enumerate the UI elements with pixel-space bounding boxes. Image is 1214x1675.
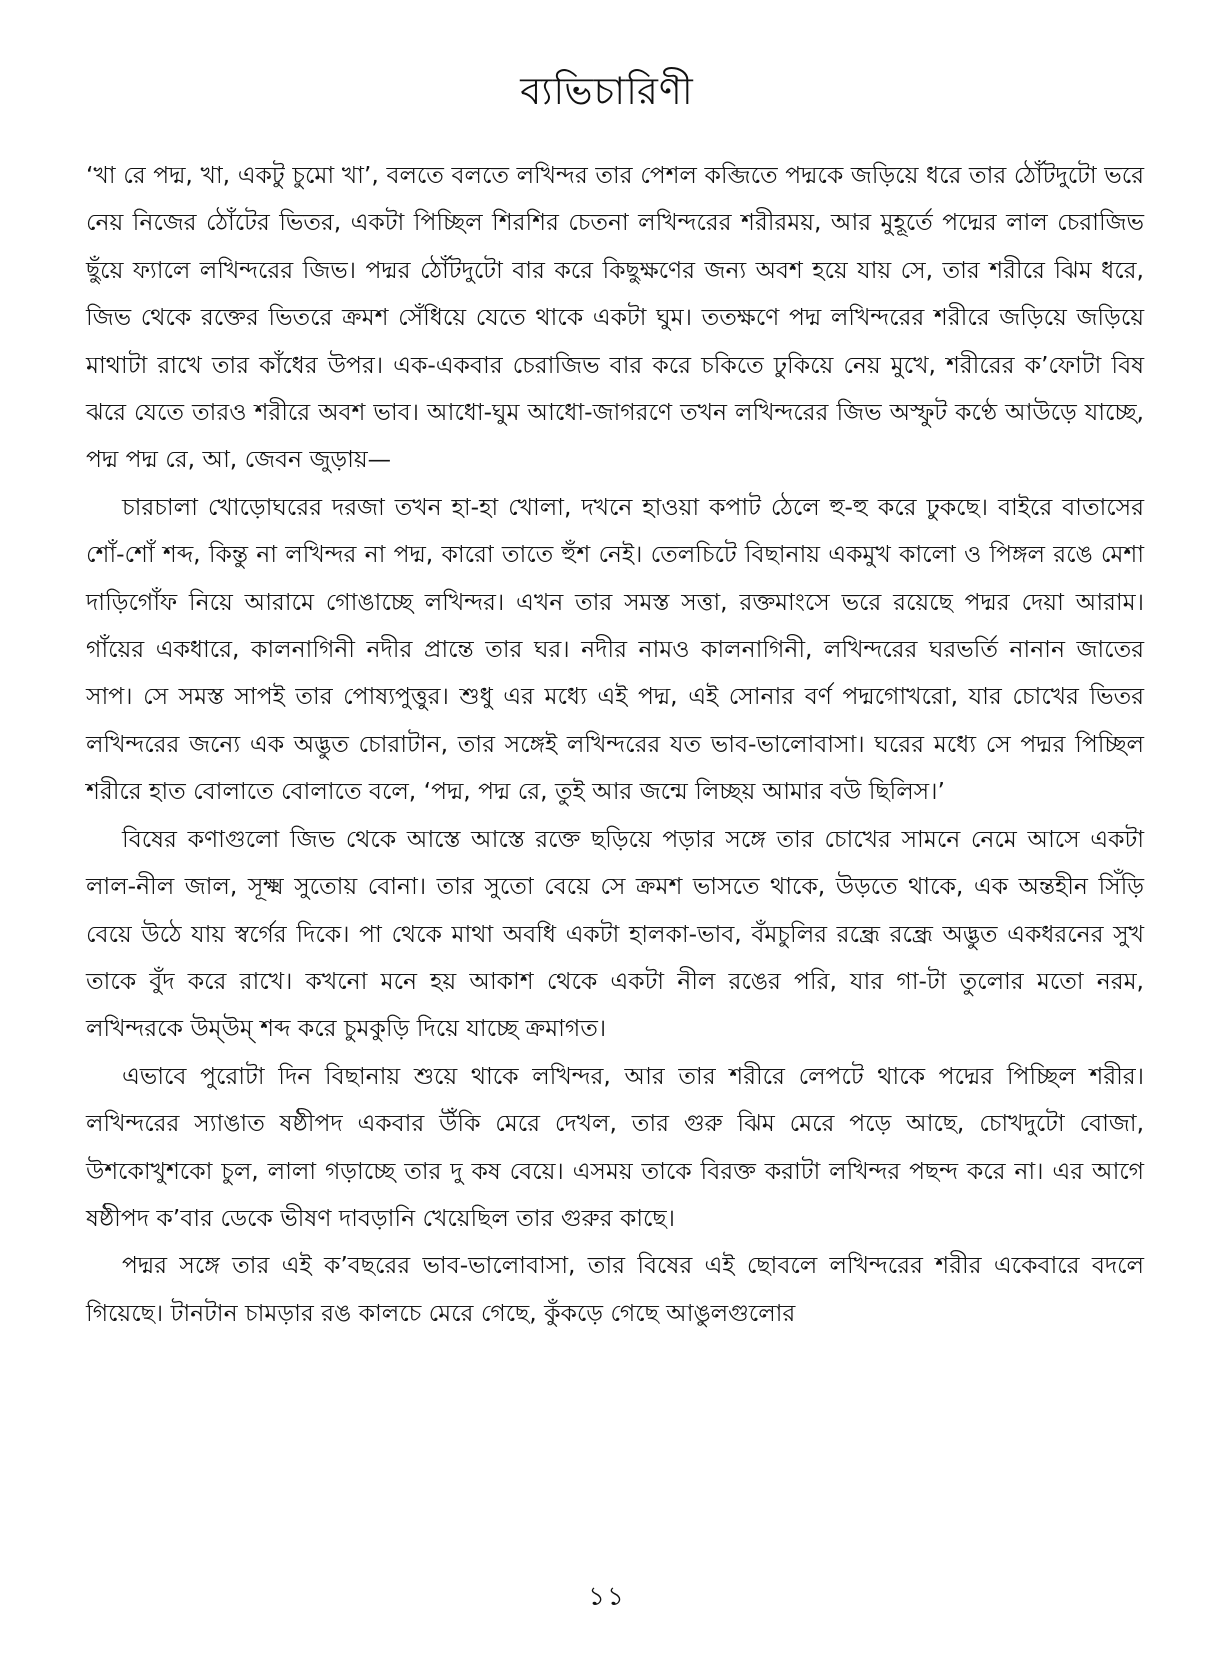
paragraph: বিষের কণাগুলো জিভ থেকে আস্তে আস্তে রক্তে ছড়িয়ে পড়ার সঙ্গে তার চোখের সামনে নেমে আসে একটা লাল-নীল জাল, সূক্ষ্ম সুতোয় বোনা। তার সুতো বেয়ে সে ক্রমশ ভাসতে থাকে, উড়তে থাকে, এক অন্তহীন সিঁড়ি বেয়ে উঠে যায় স্বর্গের দিকে। পা থেকে মাথা অবধি একটা হালকা-ভাব, বঁমচুলির রন্ধ্রে রন্ধ্রে অদ্ভুত একধরনের সুখ তাকে বুঁদ করে রাখে। কখনো মনে হয় আকাশ থেকে একটা নীল রঙের পরি, যার গা-টা তুলোর মতো নরম, লখিন্দরকে উম্‌উম্‌ শব্দ করে চুমকুড়ি দিয়ে যাচ্ছে ক্রমাগত। bbox=[86, 824, 1144, 1043]
paragraph: ‘খা রে পদ্ম, খা, একটু চুমো খা’, বলতে বলতে লখিন্দর তার পেশল কব্জিতে পদ্মকে জড়িয়ে ধরে তার ঠোঁটদুটো ভরে নেয় নিজের ঠোঁটের ভিতর, একটা পিচ্ছিল শিরশির চেতনা লখিন্দরের শরীরময়, আর মুহূর্তে পদ্মের লাল চেরাজিভ ছুঁয়ে ফ্যালে লখিন্দরের জিভ। পদ্মর ঠোঁটদুটো বার করে কিছুক্ষণের জন্য অবশ হয়ে যায় সে, তার শরীরে ঝিম ধরে, জিভ থেকে রক্তের ভিতরে ক্রমশ সেঁধিয়ে যেতে থাকে একটা ঘুম। ততক্ষণে পদ্ম লখিন্দরের শরীরে জড়িয়ে জড়িয়ে মাথাটা রাখে তার কাঁধের উপর। এক-একবার চেরাজিভ বার করে চকিতে ঢুকিয়ে নেয় মুখে, শরীরের ক’ফোটা বিষ ঝরে যেতে তারও শরীরে অবশ ভাব। আধো-ঘুম আধো-জাগরণে তখন লখিন্দরের জিভ অস্ফুট কণ্ঠে আউড়ে যাচ্ছে, পদ্ম পদ্ম রে, আ, জেবন জুড়ায়— bbox=[86, 161, 1144, 474]
paragraph: এভাবে পুরোটা দিন বিছানায় শুয়ে থাকে লখিন্দর, আর তার শরীরে লেপটে থাকে পদ্মের পিচ্ছিল শরীর। লখিন্দরের স্যাঙাত ষষ্ঠীপদ একবার উঁকি মেরে দেখল, তার গুরু ঝিম মেরে পড়ে আছে, চোখদুটো বোজা, উশকোখুশকো চুল, লালা গড়াচ্ছে তার দু কষ বেয়ে। এসময় তাকে বিরক্ত করাটা লখিন্দর পছন্দ করে না। এর আগে ষষ্ঠীপদ ক’বার ডেকে ভীষণ দাবড়ানি খেয়েছিল তার গুরুর কাছে। bbox=[86, 1061, 1144, 1232]
paragraph: চারচালা খোড়োঘরের দরজা তখন হা-হা খোলা, দখনে হাওয়া কপাট ঠেলে হু-হু করে ঢুকছে। বাইরে বাতাসের শোঁ-শোঁ শব্দ, কিন্তু না লখিন্দর না পদ্ম, কারো তাতে হুঁশ নেই। তেলচিটে বিছানায় একমুখ কালো ও পিঙ্গল রঙে মেশা দাড়িগোঁফ নিয়ে আরামে গোঙাচ্ছে লখিন্দর। এখন তার সমস্ত সত্তা, রক্তমাংসে ভরে রয়েছে পদ্মর দেয়া আরাম। গাঁয়ের একধারে, কালনাগিনী নদীর প্রান্তে তার ঘর। নদীর নামও কালনাগিনী, লখিন্দরের ঘরভর্তি নানান জাতের সাপ। সে সমস্ত সাপই তার পোষ্যপুত্তুর। শুধু এর মধ্যে এই পদ্ম, এই সোনার বর্ণ পদ্মগোখরো, যার চোখের ভিতর লখিন্দরের জন্যে এক অদ্ভুত চোরাটান, তার সঙ্গেই লখিন্দরের যত ভাব-ভালোবাসা। ঘরের মধ্যে সে পদ্মর পিচ্ছিল শরীরে হাত বোলাতে বোলাতে বলে, ‘পদ্ম, পদ্ম রে, তুই আর জন্মে লিচ্ছয় আমার বউ ছিলিস।’ bbox=[86, 492, 1144, 806]
body-text bbox=[86, 152, 1144, 1337]
page-number: ১১ bbox=[588, 1582, 626, 1612]
chapter-title: ব্যভিচারিণী bbox=[520, 69, 694, 113]
paragraph: পদ্মর সঙ্গে তার এই ক’বছরের ভাব-ভালোবাসা, তার বিষের এই ছোবলে লখিন্দরের শরীর একেবারে বদলে গিয়েছে। টানটান চামড়ার রঙ কালচে মেরে গেছে, কুঁকড়ে গেছে আঙুলগুলোর bbox=[86, 1251, 1144, 1327]
